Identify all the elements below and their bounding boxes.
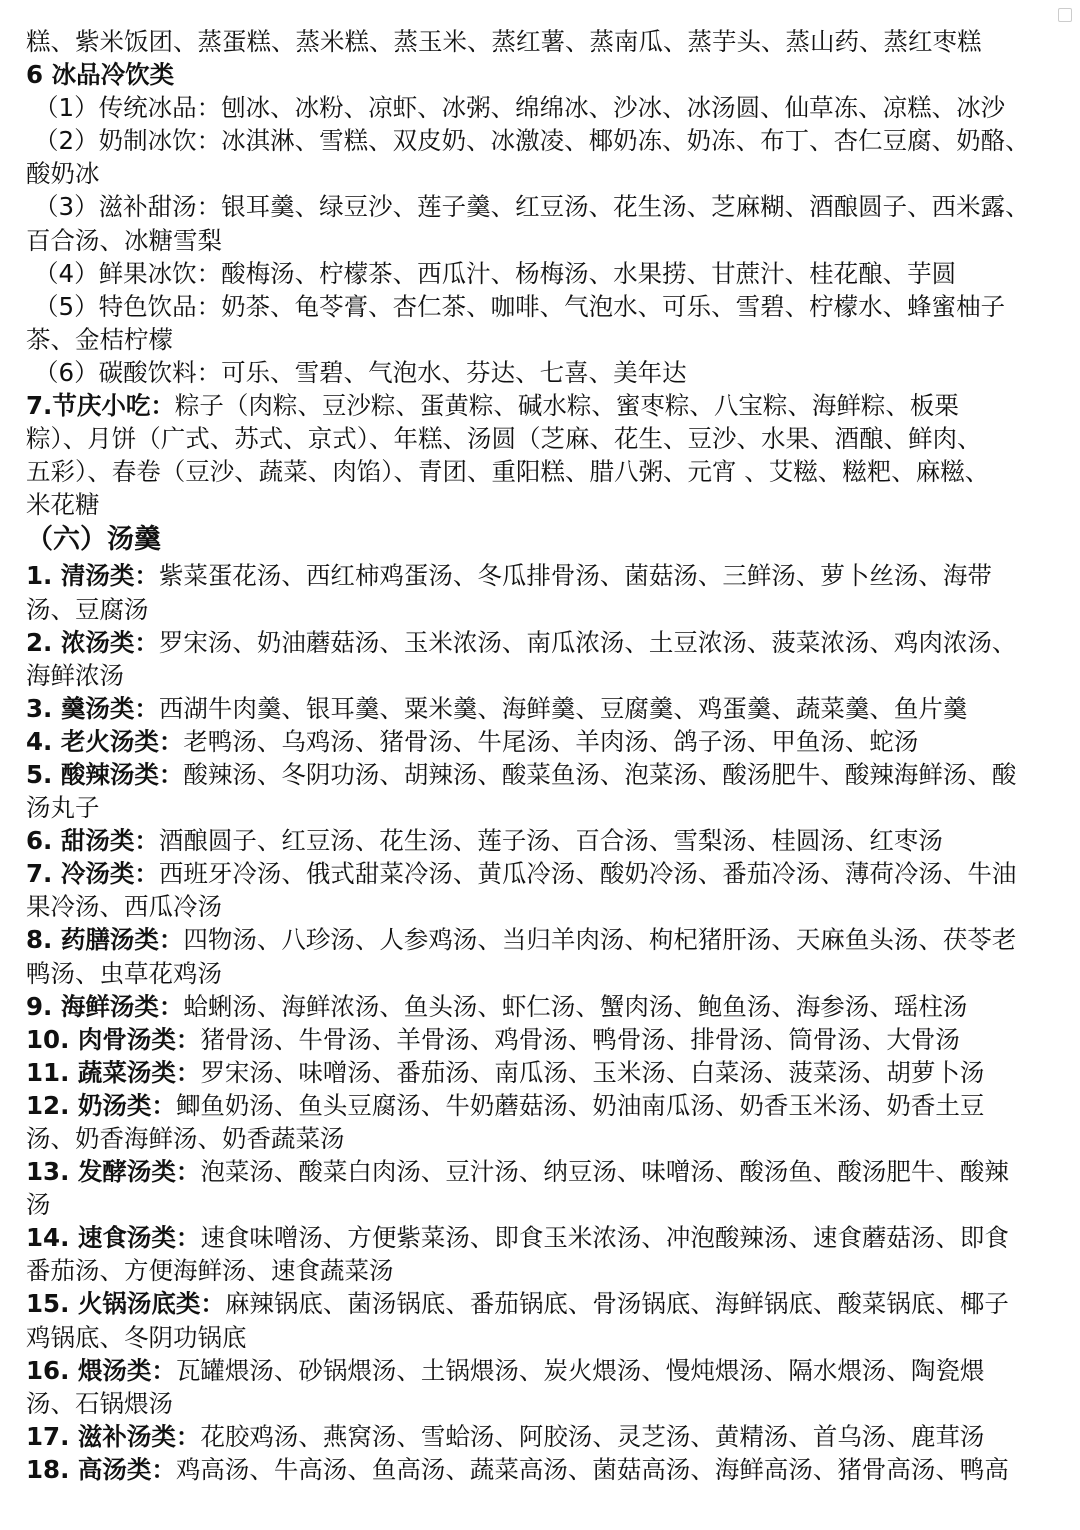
category-label: 2. 浓汤类： [26, 627, 159, 657]
text-line [26, 1254, 1056, 1287]
text-line [26, 124, 1056, 157]
category-line [26, 1155, 1056, 1188]
item-text: 西湖牛肉羹、银耳羹、粟米羹、海鲜羹、豆腐羹、鸡蛋羹、蔬菜羹、鱼片羹 [158, 693, 968, 723]
item-text: 五彩）、春卷（豆沙、蔬菜、肉馅）、青团、重阳糕、腊八粥、元宵 、艾糍、糍粑、麻糍、 [26, 457, 990, 487]
item-text: 花胶鸡汤、燕窝汤、雪蛤汤、阿胶汤、灵芝汤、黄精汤、首乌汤、鹿茸汤 [200, 1421, 985, 1451]
category-line [26, 824, 1056, 857]
text-line [26, 1387, 1056, 1420]
category-line [26, 58, 1056, 91]
item-text: 鸡高汤、牛高汤、鱼高汤、蔬菜高汤、菌菇高汤、海鲜高汤、猪骨高汤、鸭高 [175, 1454, 1009, 1484]
text-line [26, 25, 1056, 58]
item-text: 鲫鱼奶汤、鱼头豆腐汤、牛奶蘑菇汤、奶油南瓜汤、奶香玉米汤、奶香土豆 [175, 1090, 985, 1120]
item-text: 粽子（肉粽、豆沙粽、蛋黄粽、碱水粽、蜜枣粽、八宝粽、海鲜粽、板栗 [174, 391, 959, 421]
item-text: 瓦罐煨汤、砂锅煨汤、土锅煨汤、炭火煨汤、慢炖煨汤、隔水煨汤、陶瓷煨 [175, 1355, 985, 1385]
text-line [26, 1122, 1056, 1155]
item-text: （5）特色饮品：奶茶、龟苓膏、杏仁茶、咖啡、气泡水、可乐、雪碧、柠檬水、蜂蜜柚子 [34, 291, 1006, 321]
section-heading: （六）汤羹 [26, 524, 161, 556]
category-label: 4. 老火汤类： [26, 726, 184, 756]
text-line [26, 157, 1056, 190]
item-text: 罗宋汤、味噌汤、番茄汤、南瓜汤、玉米汤、白菜汤、菠菜汤、胡萝卜汤 [200, 1057, 985, 1087]
page-corner-mark [1058, 8, 1072, 22]
item-text: 罗宋汤、奶油蘑菇汤、玉米浓汤、南瓜浓汤、土豆浓汤、菠菜浓汤、鸡肉浓汤、 [158, 627, 1017, 657]
category-line [26, 692, 1056, 725]
text-line [26, 1321, 1056, 1354]
category-line [26, 1453, 1056, 1486]
text-line [26, 356, 1056, 389]
item-text: 汤、奶香海鲜汤、奶香蔬菜汤 [26, 1124, 345, 1153]
item-text: 海鲜浓汤 [26, 660, 124, 690]
text-line [26, 791, 1056, 824]
category-label: 12. 奶汤类： [26, 1090, 176, 1120]
document-body [26, 25, 1056, 1486]
category-line [26, 857, 1056, 890]
item-text: 汤丸子 [26, 793, 100, 823]
text-line [26, 659, 1056, 692]
item-text: 鸭汤、虫草花鸡汤 [26, 958, 222, 988]
text-line [26, 290, 1056, 323]
category-line [26, 1023, 1056, 1056]
item-text: 汤、豆腐汤 [26, 594, 149, 624]
item-text: （1）传统冰品：刨冰、冰粉、凉虾、冰粥、绵绵冰、沙冰、冰汤圆、仙草冻、凉糕、冰沙 [34, 93, 1006, 123]
item-text: （2）奶制冰饮：冰淇淋、雪糕、双皮奶、冰激凌、椰奶冻、奶冻、布丁、杏仁豆腐、奶酪、 [34, 126, 1030, 156]
item-text: 酸奶冰 [26, 159, 100, 189]
category-label: 11. 蔬菜汤类： [26, 1057, 201, 1087]
item-text: 速食味噌汤、方便紫菜汤、即食玉米浓汤、冲泡酸辣汤、速食蘑菇汤、即食 [200, 1223, 1009, 1253]
item-text: 粽）、月饼（广式、苏式、京式）、年糕、汤圆（芝麻、花生、豆沙、水果、酒酿、鲜肉、 [26, 424, 982, 454]
category-label: 10. 肉骨汤类： [26, 1024, 201, 1054]
category-label: 14. 速食汤类： [26, 1223, 201, 1253]
category-line [26, 626, 1056, 659]
category-label: 13. 发酵汤类： [26, 1157, 201, 1187]
item-text: 茶、金桔柠檬 [26, 324, 173, 354]
item-text: 汤 [26, 1190, 51, 1220]
category-line [26, 923, 1056, 956]
category-label: 1. 清汤类： [26, 561, 159, 591]
item-text: （3）滋补甜汤：银耳羹、绿豆沙、莲子羹、红豆汤、花生汤、芝麻糊、酒酿圆子、西米露、 [34, 192, 1030, 222]
text-line [26, 422, 1056, 455]
category-label: 3. 羹汤类： [26, 693, 159, 723]
category-label: 18. 高汤类： [26, 1454, 176, 1484]
text-line [26, 224, 1056, 257]
category-label: 6. 甜汤类： [26, 826, 159, 856]
category-label: 16. 煨汤类： [26, 1355, 176, 1385]
item-text: 猪骨汤、牛骨汤、羊骨汤、鸡骨汤、鸭骨汤、排骨汤、筒骨汤、大骨汤 [200, 1024, 960, 1054]
item-text: 糕、紫米饭团、蒸蛋糕、蒸米糕、蒸玉米、蒸红薯、蒸南瓜、蒸芋头、蒸山药、蒸红枣糕 [26, 27, 982, 56]
category-label: 7. 冷汤类： [26, 859, 159, 889]
category-label: 17. 滋补汤类： [26, 1421, 201, 1451]
item-text: 汤、石锅煨汤 [26, 1388, 173, 1418]
category-line [26, 1420, 1056, 1453]
item-text: 泡菜汤、酸菜白肉汤、豆汁汤、纳豆汤、味噌汤、酸汤鱼、酸汤肥牛、酸辣 [200, 1157, 1009, 1187]
item-text: 番茄汤、方便海鲜汤、速食蔬菜汤 [26, 1256, 394, 1286]
category-label: 9. 海鲜汤类： [26, 991, 184, 1021]
item-text: 麻辣锅底、菌汤锅底、番茄锅底、骨汤锅底、海鲜锅底、酸菜锅底、椰子 [224, 1289, 1009, 1319]
category-line [26, 1221, 1056, 1254]
item-text: 米花糖 [26, 490, 100, 520]
text-line [26, 1188, 1056, 1221]
item-text: 酸辣汤、冬阴功汤、胡辣汤、酸菜鱼汤、泡菜汤、酸汤肥牛、酸辣海鲜汤、酸 [183, 759, 1017, 789]
text-line [26, 257, 1056, 290]
item-text: 紫菜蛋花汤、西红柿鸡蛋汤、冬瓜排骨汤、菌菇汤、三鲜汤、萝卜丝汤、海带 [158, 561, 992, 591]
text-line [26, 323, 1056, 356]
text-line [26, 488, 1056, 521]
category-line [26, 1354, 1056, 1387]
text-line [26, 890, 1056, 923]
category-label: 7.节庆小吃： [26, 391, 175, 421]
category-line [26, 1287, 1056, 1320]
item-text: 四物汤、八珍汤、人参鸡汤、当归羊肉汤、枸杞猪肝汤、天麻鱼头汤、茯苓老 [183, 925, 1017, 955]
category-line [26, 389, 1056, 422]
item-text: 百合汤、冰糖雪梨 [26, 225, 222, 255]
text-line [26, 91, 1056, 124]
category-label: 5. 酸辣汤类： [26, 759, 184, 789]
category-line [26, 1056, 1056, 1089]
item-text: （4）鲜果冰饮：酸梅汤、柠檬茶、西瓜汁、杨梅汤、水果捞、甘蔗汁、桂花酿、芋圆 [34, 258, 957, 288]
text-line [26, 957, 1056, 990]
category-label: 6 冰品冷饮类 [26, 60, 175, 90]
category-line [26, 758, 1056, 791]
item-text: 老鸭汤、乌鸡汤、猪骨汤、牛尾汤、羊肉汤、鸽子汤、甲鱼汤、蛇汤 [183, 726, 919, 756]
item-text: 西班牙冷汤、俄式甜菜冷汤、黄瓜冷汤、酸奶冷汤、番茄冷汤、薄荷冷汤、牛油 [158, 859, 1017, 889]
text-line [26, 593, 1056, 626]
item-text: 鸡锅底、冬阴功锅底 [26, 1322, 247, 1352]
category-label: 15. 火锅汤底类： [26, 1289, 225, 1319]
category-line [26, 725, 1056, 758]
item-text: 果冷汤、西瓜冷汤 [26, 892, 222, 922]
category-line [26, 1089, 1056, 1122]
category-label: 8. 药膳汤类： [26, 925, 184, 955]
item-text: 酒酿圆子、红豆汤、花生汤、莲子汤、百合汤、雪梨汤、桂圆汤、红枣汤 [158, 826, 943, 856]
category-line [26, 990, 1056, 1023]
item-text: 蛤蜊汤、海鲜浓汤、鱼头汤、虾仁汤、蟹肉汤、鲍鱼汤、海参汤、瑶柱汤 [183, 991, 968, 1021]
item-text: （6）碳酸饮料：可乐、雪碧、气泡水、芬达、七喜、美年达 [34, 357, 687, 387]
text-line [26, 455, 1056, 488]
category-line [26, 559, 1056, 592]
text-line [26, 190, 1056, 223]
